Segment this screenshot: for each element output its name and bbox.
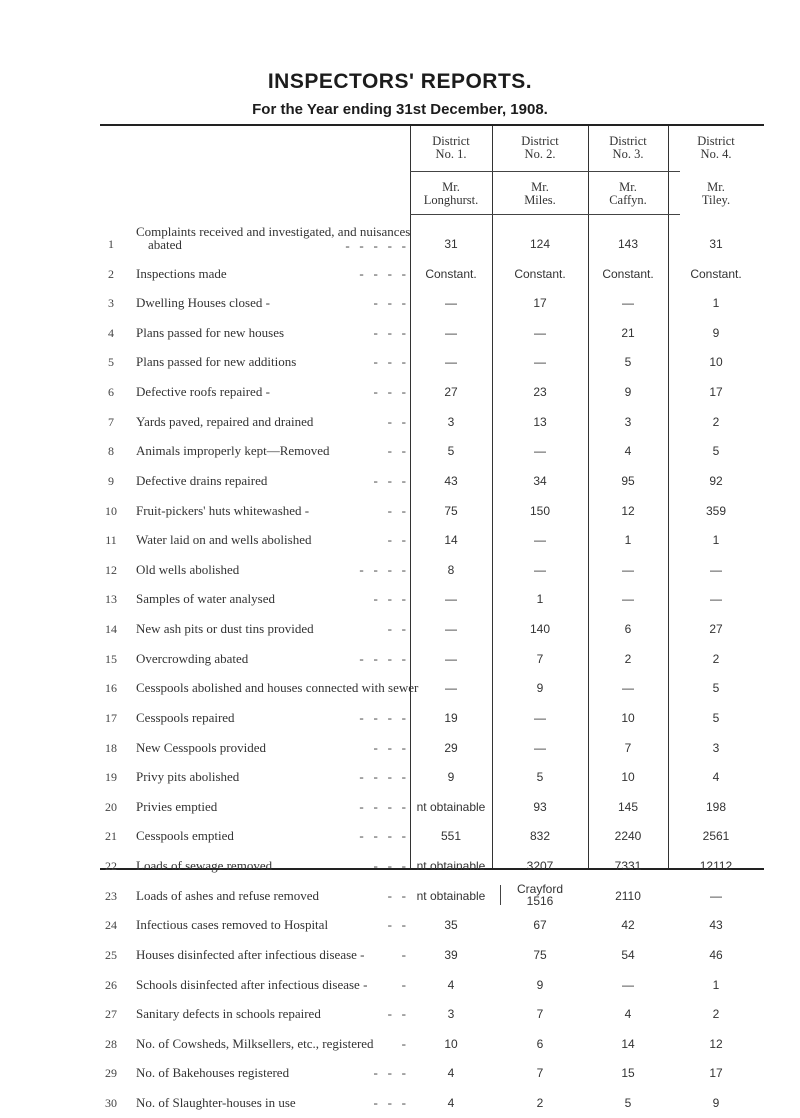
district-4-value: — (710, 562, 722, 577)
district-4-value: 359 (705, 503, 727, 518)
leader-dashes: - - (387, 502, 406, 518)
row-number: 3 (108, 296, 114, 311)
table-row (0, 466, 800, 496)
row-number: 20 (105, 799, 117, 814)
row-label: Houses disinfected after infectious disease - (136, 946, 365, 962)
row-number: 29 (105, 1066, 117, 1081)
district-2-value: 140 (529, 622, 551, 637)
district-1-value: 3 (447, 414, 455, 429)
district-1-value: 75 (444, 503, 458, 518)
district-2-value: — (534, 325, 546, 340)
district-3-value: 9 (624, 385, 632, 400)
district-2-value: 832 (529, 829, 551, 844)
district-2-value: — (534, 444, 546, 459)
value-line: 1516 (526, 893, 554, 908)
row-number: 12 (105, 562, 117, 577)
district-3-value: 4 (624, 444, 632, 459)
district-3-value: 15 (621, 1066, 635, 1081)
row-label: Fruit-pickers' huts whitewashed - (136, 502, 310, 518)
district-4-value: 1 (712, 296, 720, 311)
district-1-value: 35 (444, 918, 458, 933)
district-2-value: 150 (529, 503, 551, 518)
inspector-4 (668, 181, 764, 207)
district-2-value: — (534, 710, 546, 725)
row-number: 19 (105, 770, 117, 785)
district-4-value: 12112 (699, 859, 733, 874)
district-label: District (697, 134, 735, 148)
table-row (0, 584, 800, 614)
table-row (0, 644, 800, 674)
table-row (0, 259, 800, 289)
table-row (0, 224, 800, 259)
row-number: 27 (105, 1007, 117, 1022)
district-2-value: 75 (533, 947, 547, 962)
row-number: 6 (108, 385, 114, 400)
table-row (0, 821, 800, 851)
district-4-value: 5 (712, 710, 720, 725)
inspector-name: Caffyn. (609, 193, 647, 207)
row-label: Inspections made (136, 265, 227, 281)
district-4-value: 2 (712, 414, 720, 429)
district-2-value: 1 (536, 592, 544, 607)
table-row (0, 762, 800, 792)
district-3-value: 14 (621, 1036, 635, 1051)
row-number: 5 (108, 355, 114, 370)
district-3-value: 95 (621, 473, 635, 488)
table-row (0, 1058, 800, 1088)
district-4-value: 9 (712, 325, 720, 340)
leader-dashes: - - - - (359, 265, 406, 281)
district-1-value: 8 (447, 562, 455, 577)
district-2-value: 9 (536, 681, 544, 696)
leader-dashes: - (401, 976, 406, 992)
district-2-value: — (534, 740, 546, 755)
leader-dashes: - - - - (359, 769, 406, 785)
district-2-value: 23 (533, 385, 547, 400)
district-1-header (410, 135, 492, 161)
district-3-value: 21 (621, 325, 635, 340)
district-2-value: Constant. (514, 266, 566, 281)
district-4-header (668, 135, 764, 161)
district-3-value: — (622, 296, 634, 311)
district-2-value: — (534, 533, 546, 548)
district-3-value: 10 (621, 770, 635, 785)
row-label: Loads of sewage removed (136, 858, 273, 874)
row-label: Cesspools emptied (136, 828, 234, 844)
row-number: 25 (105, 947, 117, 962)
table-row (0, 407, 800, 437)
leader-dashes: - - - (373, 858, 406, 874)
table-row (0, 940, 800, 970)
district-1-value: 39 (444, 947, 458, 962)
district-2-value: 7 (536, 651, 544, 666)
table-row (0, 673, 800, 703)
row-label: Loads of ashes and refuse removed (136, 887, 320, 903)
district-1-value: 5 (447, 444, 455, 459)
leader-dashes: - - (387, 887, 406, 903)
table-row (0, 318, 800, 348)
row-number: 24 (105, 918, 117, 933)
header-divider (410, 171, 680, 172)
table-row (0, 347, 800, 377)
table-row (0, 1029, 800, 1059)
district-4-value: — (710, 592, 722, 607)
row-label: Plans passed for new additions (136, 354, 297, 370)
district-3-value: — (622, 681, 634, 696)
district-2-value: 13 (533, 414, 547, 429)
district-1-value: — (445, 355, 457, 370)
leader-dashes: - - (387, 621, 406, 637)
district-1-value: 19 (444, 710, 458, 725)
table-row (0, 525, 800, 555)
district-3-value: 6 (624, 622, 632, 637)
district-1-value: Constant. (425, 266, 477, 281)
district-3-value: 42 (621, 918, 635, 933)
district-3-value: 7331 (614, 859, 642, 874)
row-number: 14 (105, 622, 117, 637)
district-4-value: 198 (705, 799, 727, 814)
district-4-value: 10 (709, 355, 723, 370)
district-3-value: — (622, 562, 634, 577)
row-label: Dwelling Houses closed - (136, 295, 270, 311)
leader-dashes: - - - (373, 739, 406, 755)
leader-dashes: - - - - - (345, 238, 406, 253)
leader-dashes: - - - - (359, 561, 406, 577)
district-2-value: 9 (536, 977, 544, 992)
leader-dashes: - - - - (359, 798, 406, 814)
inspector-name: Miles. (524, 193, 556, 207)
page-title: INSPECTORS' REPORTS. (267, 70, 533, 93)
table-row (0, 555, 800, 585)
inspector-2 (492, 181, 588, 207)
row-label: Defective roofs repaired - (136, 384, 270, 400)
row-label: Overcrowding abated (136, 650, 249, 666)
district-3-value: 2 (624, 651, 632, 666)
leader-dashes: - - (387, 532, 406, 548)
row-label: New Cesspools provided (136, 739, 266, 755)
table-row (0, 999, 800, 1029)
district-4-value: Constant. (690, 266, 742, 281)
district-1-value: — (445, 622, 457, 637)
district-4-value: 46 (709, 947, 723, 962)
leader-dashes: - (401, 1035, 406, 1051)
row-label: Schools disinfected after infectious disease - (136, 976, 368, 992)
leader-dashes: - - - (373, 295, 406, 311)
district-4-value: 2 (712, 1007, 720, 1022)
district-number: No. 1. (435, 147, 467, 161)
district-1-value: 14 (444, 533, 458, 548)
district-3-value: — (622, 977, 634, 992)
row-number: 7 (108, 414, 114, 429)
district-label: District (432, 134, 470, 148)
row-label: No. of Bakehouses registered (136, 1065, 290, 1081)
leader-dashes: - - - - (359, 650, 406, 666)
district-4-value: 5 (712, 444, 720, 459)
district-4-value: 2 (712, 651, 720, 666)
district-1-value: 4 (447, 977, 455, 992)
district-3-value: 10 (621, 710, 635, 725)
row-label: Infectious cases removed to Hospital (136, 917, 329, 933)
district-2-value: 2 (536, 1095, 544, 1110)
row-number: 11 (105, 533, 117, 548)
table-row (0, 970, 800, 1000)
leader-dashes: - - - - (359, 709, 406, 725)
row-number: 13 (105, 592, 117, 607)
leader-dashes: - - - (373, 472, 406, 488)
inspector-name: Longhurst. (423, 193, 479, 207)
district-1-value: 29 (444, 740, 458, 755)
district-1-value: 551 (440, 829, 462, 844)
leader-dashes: - - - (373, 591, 406, 607)
district-2-value: 17 (533, 296, 547, 311)
table-row (0, 614, 800, 644)
inspector-title: Mr. (442, 180, 460, 194)
page-subtitle: For the Year ending 31st December, 1908. (252, 101, 548, 118)
district-2-value: 124 (529, 237, 551, 251)
value-line: Crayford (516, 881, 563, 896)
district-4-value: 5 (712, 681, 720, 696)
district-1-value: nt obtainable (416, 859, 486, 874)
row-label: Defective drains repaired (136, 472, 268, 488)
table-row (0, 792, 800, 822)
district-3-value: 5 (624, 1095, 632, 1110)
table-row (0, 1088, 800, 1118)
district-4-value: 9 (712, 1095, 720, 1110)
district-2-value: 3207 (526, 859, 554, 874)
district-label: District (521, 134, 559, 148)
district-3-value: 7 (624, 740, 632, 755)
district-1-value: — (445, 325, 457, 340)
district-3-value: Constant. (602, 266, 654, 281)
district-4-value: 1 (712, 533, 720, 548)
district-1-value: — (445, 651, 457, 666)
district-3-header (588, 135, 668, 161)
district-4-value: 31 (709, 237, 723, 251)
inspector-title: Mr. (531, 180, 549, 194)
district-2-value (492, 883, 588, 907)
row-label: Animals improperly kept—Removed (136, 443, 330, 459)
inspector-title: Mr. (707, 180, 725, 194)
row-label-line: abated (148, 237, 182, 252)
district-1-value: 10 (444, 1036, 458, 1051)
row-number: 4 (108, 325, 114, 340)
row-label: Cesspools abolished and houses connected with sewer (136, 680, 419, 696)
row-label: No. of Cowsheds, Milksellers, etc., registered (136, 1035, 374, 1051)
row-label: New ash pits or dust tins provided (136, 621, 314, 637)
leader-dashes: - - - (373, 354, 406, 370)
table-row (0, 436, 800, 466)
table-row (0, 703, 800, 733)
district-number: No. 3. (612, 147, 644, 161)
row-number: 21 (105, 829, 117, 844)
row-number: 16 (105, 681, 117, 696)
district-4-value: 92 (709, 473, 723, 488)
district-number: No. 2. (524, 147, 556, 161)
district-2-value: 7 (536, 1066, 544, 1081)
row-number: 18 (105, 740, 117, 755)
district-3-value: 2110 (615, 888, 641, 903)
header-divider (410, 214, 680, 215)
district-3-value: — (622, 592, 634, 607)
district-2-value: 93 (533, 799, 547, 814)
row-label: Sanitary defects in schools repaired (136, 1006, 321, 1022)
brace-mark (500, 885, 504, 905)
row-number: 23 (105, 888, 117, 903)
district-3-value: 2240 (614, 829, 642, 844)
district-1-value: 4 (447, 1066, 455, 1081)
top-rule (100, 124, 764, 126)
row-number: 10 (105, 503, 117, 518)
district-4-value: 12 (709, 1036, 723, 1051)
leader-dashes: - - (387, 413, 406, 429)
district-2-value: 34 (533, 473, 547, 488)
district-1-value: 3 (447, 1007, 455, 1022)
district-4-value: 1 (712, 977, 720, 992)
row-number: 17 (105, 710, 117, 725)
district-1-value: nt obtainable (416, 888, 486, 903)
table-row (0, 288, 800, 318)
district-1-value: — (445, 296, 457, 311)
district-4-value: — (710, 888, 722, 903)
row-label: Plans passed for new houses (136, 324, 285, 340)
row-number: 22 (105, 859, 117, 874)
row-label: Yards paved, repaired and drained (136, 413, 314, 429)
table-row (0, 377, 800, 407)
row-label: Cesspools repaired (136, 709, 235, 725)
row-number: 8 (108, 444, 114, 459)
district-2-value: 67 (533, 918, 547, 933)
district-2-value: — (534, 562, 546, 577)
leader-dashes: - - - (373, 1065, 406, 1081)
leader-dashes: - (401, 946, 406, 962)
table-row (0, 851, 800, 881)
district-1-value: nt obtainable (416, 799, 486, 814)
row-number: 28 (105, 1036, 117, 1051)
row-label: Privies emptied (136, 798, 218, 814)
district-4-value: 17 (709, 1066, 723, 1081)
district-2-value: 6 (536, 1036, 544, 1051)
row-number: 2 (108, 266, 114, 281)
district-3-value: 5 (624, 355, 632, 370)
district-3-value: 4 (624, 1007, 632, 1022)
leader-dashes: - - - (373, 324, 406, 340)
inspector-title: Mr. (619, 180, 637, 194)
row-label: Privy pits abolished (136, 769, 240, 785)
table-row (0, 881, 800, 911)
row-number: 15 (105, 651, 117, 666)
district-1-value: — (445, 592, 457, 607)
district-1-value: — (445, 681, 457, 696)
inspector-1 (410, 181, 492, 207)
row-label: Samples of water analysed (136, 591, 275, 607)
district-1-value: 31 (444, 237, 458, 251)
row-label: Water laid on and wells abolished (136, 532, 312, 548)
leader-dashes: - - - (373, 1094, 406, 1110)
district-4-value: 3 (712, 740, 720, 755)
district-2-value: 5 (536, 770, 544, 785)
district-4-value: 43 (709, 918, 723, 933)
leader-dashes: - - (387, 1006, 406, 1022)
district-3-value: 143 (617, 237, 639, 251)
leader-dashes: - - - - (359, 828, 406, 844)
district-3-value: 145 (617, 799, 639, 814)
row-number: 26 (105, 977, 117, 992)
district-4-value: 4 (712, 770, 720, 785)
district-2-header (492, 135, 588, 161)
district-1-value: 4 (447, 1095, 455, 1110)
district-label: District (609, 134, 647, 148)
table-row (0, 910, 800, 940)
table-row (0, 496, 800, 526)
district-2-value: 7 (536, 1007, 544, 1022)
row-label-line: Complaints received and investigated, and nuisances (136, 224, 411, 239)
row-label: No. of Slaughter-houses in use (136, 1094, 296, 1110)
inspector-3 (588, 181, 668, 207)
district-3-value: 1 (624, 533, 632, 548)
row-label: Old wells abolished (136, 561, 240, 577)
inspector-name: Tiley. (701, 193, 731, 207)
leader-dashes: - - (387, 917, 406, 933)
district-4-value: 17 (709, 385, 723, 400)
district-4-value: 2561 (702, 829, 730, 844)
leader-dashes: - - (387, 443, 406, 459)
district-1-value: 43 (444, 473, 458, 488)
district-1-value: 27 (444, 385, 458, 400)
leader-dashes: - - - (373, 384, 406, 400)
district-1-value: 9 (447, 770, 455, 785)
row-number: 1 (108, 237, 114, 251)
district-number: No. 4. (700, 147, 732, 161)
table-row (0, 733, 800, 763)
district-3-value: 3 (624, 414, 632, 429)
row-number: 9 (108, 473, 114, 488)
district-3-value: 12 (621, 503, 635, 518)
district-2-value: — (534, 355, 546, 370)
row-number: 30 (105, 1095, 117, 1110)
district-3-value: 54 (621, 947, 635, 962)
district-4-value: 27 (709, 622, 723, 637)
